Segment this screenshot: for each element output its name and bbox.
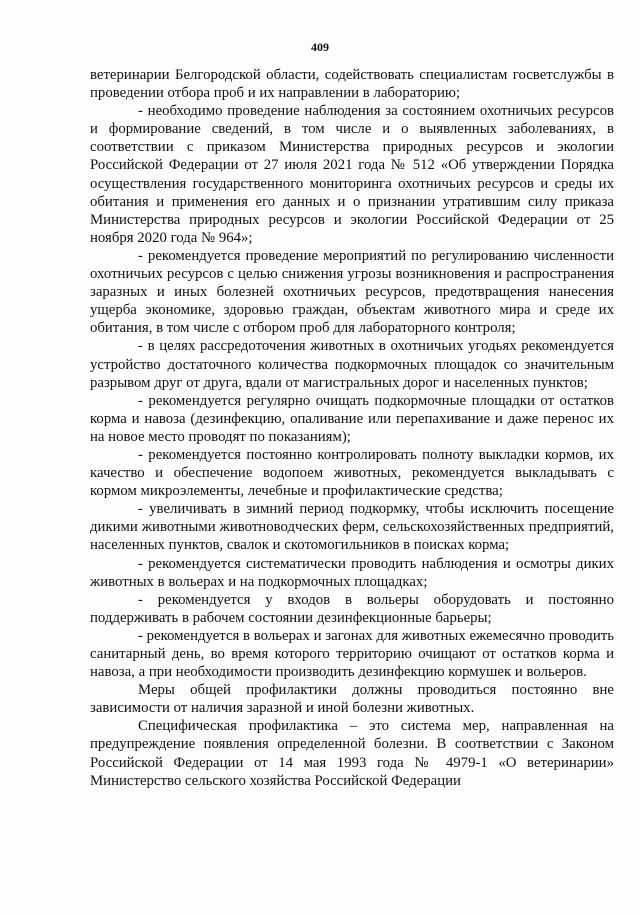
paragraph-disinfection-barriers: - рекомендуется у входов в вольеры оборудовать и постоянно поддерживать в рабочем состоянии дезинфекционные барьеры;: [90, 591, 614, 626]
paragraph-general-prevention: Меры общей профилактики должны проводиться постоянно вне зависимости от наличия заразной и иной болезни животных.: [90, 682, 614, 717]
paragraph-sanitary-day: - рекомендуется в вольерах и загонах для животных ежемесячно проводить санитарный день, во время которого территорию очищают от остатков корма и навоза, а при необходимости производить дезинфекцию кормушек и вольеров.: [90, 627, 614, 681]
paragraph-observation: - рекомендуется систематически проводить наблюдения и осмотры диких животных в вольерах и на подкормочных площадках;: [90, 555, 614, 590]
paragraph-specific-prevention: Специфическая профилактика – это система мер, направленная на предупреждение появления определенной болезни. В соответствии с Законом Российской Федерации от 14 мая 1993 года № 4979-1 «О ветеринарии» Министерство сельского хозяйства Российской Федерации: [90, 718, 614, 789]
paragraph-feed-control: - рекомендуется постоянно контролировать полноту выкладки кормов, их качество и обеспечение водопоем животных, рекомендуется выкладывать с кормом микроэлементы, лечебные и профилактические средства;: [90, 446, 614, 500]
paragraph-monitoring: - необходимо проведение наблюдения за состоянием охотничьих ресурсов и формирование сведений, в том числе и о выявленных заболеваниях, в соответствии с приказом Министерства природных ресурсов и экологии Российской Федерации от 27 июля 2021 года № 512 «Об утверждении Порядка осуществления государственного мониторинга охотничьих ресурсов и среды их обитания и применения его данных и о признании утратившим силу приказа Министерства природных ресурсов и экологии Российской Федерации от 25 ноября 2020 года № 964»;: [90, 103, 614, 246]
document-body: [90, 66, 614, 790]
paragraph-continuation: ветеринарии Белгородской области, содействовать специалистам госветслужбы в проведении отбора проб и их направлении в лабораторию;: [90, 67, 614, 102]
paragraph-cleaning-sites: - рекомендуется регулярно очищать подкормочные площадки от остатков корма и навоза (дезинфекцию, опаливание или перепахивание и даже перенос их на новое место проводят по показаниям);: [90, 392, 614, 445]
paragraph-winter-feeding: - увеличивать в зимний период подкормку, чтобы исключить посещение дикими животными животноводческих ферм, сельскохозяйственных предприятий, населенных пунктов, свалок и скотомогильников в поисках корма;: [90, 501, 614, 554]
paragraph-population-regulation: - рекомендуется проведение мероприятий по регулированию численности охотничьих ресурсов с целью снижения угрозы возникновения и распространения заразных и иных болезней охотничьих ресурсов, предотвращения нанесения ущерба экономике, здоровью граждан, объектам животного мира и среде их обитания, в том числе с отбором проб для лабораторного контроля;: [90, 247, 614, 337]
page-number: 409: [311, 40, 329, 54]
paragraph-feeding-sites: - в целях рассредоточения животных в охотничьих угодьях рекомендуется устройство достаточного количества подкормочных площадок со значительным разрывом друг от друга, вдали от магистральных дорог и населенных пунктов;: [90, 338, 614, 391]
